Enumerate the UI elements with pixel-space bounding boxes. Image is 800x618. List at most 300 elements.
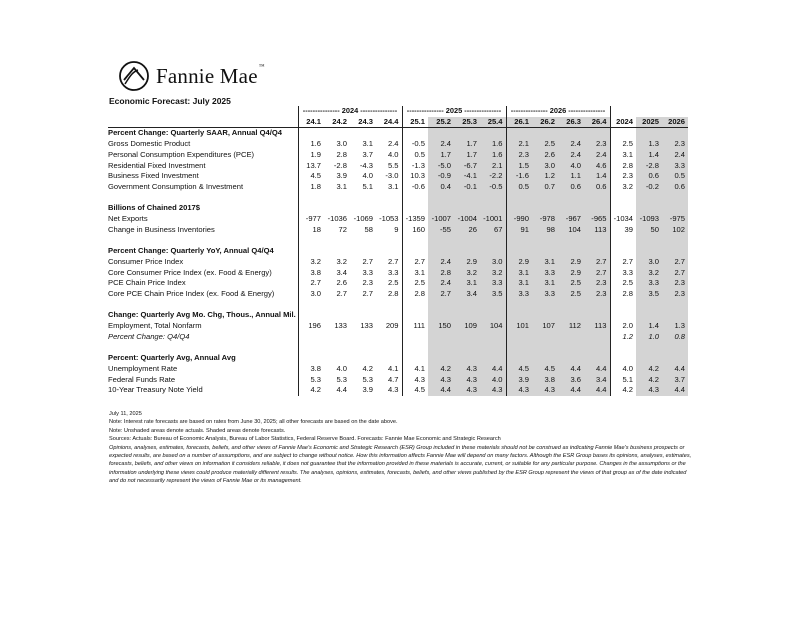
table-cell: 2.7 — [362, 288, 373, 298]
table-cell — [350, 332, 376, 343]
column-header: 2025 — [636, 117, 662, 128]
table-cell — [636, 203, 662, 214]
table-cell: -0.9 — [428, 171, 454, 182]
table-cell: 4.3 — [454, 364, 480, 375]
column-header: 26.1 — [506, 117, 532, 128]
table-cell: 1.3 — [636, 139, 662, 150]
table-cell: 4.3 — [480, 385, 506, 396]
table-cell: -1.6 — [506, 171, 532, 182]
table-cell: 2.7 — [662, 268, 688, 279]
table-cell — [350, 203, 376, 214]
table-cell — [428, 332, 454, 343]
table-cell: 4.4 — [662, 385, 688, 396]
table-cell: -4.1 — [454, 171, 480, 182]
table-cell — [636, 300, 662, 311]
table-cell — [480, 203, 506, 214]
section-row — [108, 203, 688, 214]
table-cell: 2.8 — [428, 268, 454, 279]
table-cell: 3.0 — [336, 139, 347, 149]
table-cell: 4.6 — [584, 161, 610, 172]
table-cell: 3.3 — [610, 268, 636, 279]
table-row — [108, 225, 688, 236]
table-cell: 4.3 — [636, 385, 662, 396]
table-cell — [480, 353, 506, 364]
table-cell: 133 — [334, 321, 347, 331]
spacer-row — [108, 193, 688, 204]
table-cell: 2.9 — [454, 257, 480, 268]
table-cell: 1.2 — [532, 171, 558, 182]
table-cell: 26 — [454, 225, 480, 236]
table-cell: 1.2 — [610, 332, 636, 343]
table-cell — [506, 310, 532, 321]
table-cell — [662, 235, 688, 246]
table-cell — [298, 300, 324, 311]
table-cell — [506, 300, 532, 311]
table-cell — [428, 128, 454, 139]
table-cell: 2.1 — [480, 161, 506, 172]
table-cell — [376, 193, 402, 204]
row-label — [108, 342, 298, 353]
table-cell — [506, 353, 532, 364]
column-header: 25.2 — [428, 117, 454, 128]
table-cell: 2.4 — [428, 139, 454, 150]
table-cell: 4.3 — [402, 375, 428, 386]
section-heading: Change: Quarterly Avg Mo. Chg, Thous., Annual Mil. — [108, 310, 296, 320]
table-cell: 3.3 — [662, 161, 688, 172]
table-cell: -2.8 — [333, 160, 347, 170]
table-cell: 3.1 — [532, 257, 558, 268]
table-cell — [558, 246, 584, 257]
table-cell — [324, 193, 350, 204]
table-cell: 102 — [662, 225, 688, 236]
table-cell — [610, 235, 636, 246]
table-cell — [324, 300, 350, 311]
table-cell: -1.3 — [402, 161, 428, 172]
table-cell: 3.5 — [480, 289, 506, 300]
table-cell — [298, 235, 324, 246]
table-cell — [350, 246, 376, 257]
table-cell: 98 — [532, 225, 558, 236]
table-cell: 10.3 — [402, 171, 428, 182]
table-cell: 2.5 — [558, 278, 584, 289]
column-header: 2026 — [662, 117, 688, 128]
table-cell: 4.0 — [336, 363, 347, 373]
table-cell: 3.8 — [298, 268, 324, 279]
table-cell — [324, 235, 350, 246]
table-cell — [454, 246, 480, 257]
table-cell: 4.0 — [558, 161, 584, 172]
table-cell: 2.7 — [362, 256, 373, 266]
table-cell: -967 — [558, 214, 584, 225]
table-cell: 133 — [360, 321, 373, 331]
table-cell: 3.5 — [636, 289, 662, 300]
table-cell — [506, 332, 532, 343]
column-header: 25.1 — [402, 117, 428, 128]
table-cell — [454, 193, 480, 204]
table-cell: 2.7 — [662, 257, 688, 268]
table-cell: 3.1 — [532, 278, 558, 289]
row-label: Employment, Total Nonfarm — [108, 321, 202, 331]
table-cell: 113 — [584, 225, 610, 236]
table-cell: 1.4 — [636, 321, 662, 332]
table-cell: 39 — [610, 225, 636, 236]
table-cell: 2.4 — [428, 257, 454, 268]
table-row — [108, 150, 688, 161]
table-cell: 4.4 — [584, 364, 610, 375]
table-cell — [350, 310, 376, 321]
row-label: Consumer Price Index — [108, 256, 184, 266]
row-label: Net Exports — [108, 214, 148, 224]
table-cell — [454, 300, 480, 311]
table-cell: 58 — [364, 224, 373, 234]
table-cell — [636, 235, 662, 246]
table-cell — [376, 128, 402, 139]
table-cell — [532, 310, 558, 321]
table-cell: 2.3 — [662, 278, 688, 289]
table-cell: 67 — [480, 225, 506, 236]
table-cell: 4.3 — [532, 385, 558, 396]
table-cell: 2.4 — [662, 150, 688, 161]
table-cell: 2.4 — [558, 139, 584, 150]
section-row — [108, 128, 688, 139]
table-cell: -1093 — [636, 214, 662, 225]
table-cell: 5.3 — [336, 374, 347, 384]
table-cell: 4.1 — [402, 364, 428, 375]
table-cell — [480, 193, 506, 204]
table-cell — [584, 128, 610, 139]
table-cell — [376, 310, 402, 321]
column-header: 24.1 — [298, 117, 324, 128]
table-cell: 3.0 — [636, 257, 662, 268]
table-cell: 4.0 — [480, 375, 506, 386]
table-cell: 0.5 — [402, 150, 428, 161]
table-cell: -2.2 — [480, 171, 506, 182]
table-cell: 4.1 — [387, 363, 399, 373]
table-cell — [324, 353, 350, 364]
section-heading: Percent: Quarterly Avg, Annual Avg — [108, 353, 236, 363]
row-label: Gross Domestic Product — [108, 139, 191, 149]
table-cell: 5.1 — [610, 375, 636, 386]
table-cell: 2.3 — [584, 139, 610, 150]
table-cell — [584, 353, 610, 364]
table-row — [108, 332, 688, 343]
table-cell: 3.1 — [506, 278, 532, 289]
table-cell: 4.4 — [558, 364, 584, 375]
table-cell — [610, 353, 636, 364]
table-cell — [636, 128, 662, 139]
table-cell: 3.3 — [387, 267, 399, 277]
table-cell: -1359 — [402, 214, 428, 225]
table-cell: 4.3 — [454, 385, 480, 396]
spacer-row — [108, 235, 688, 246]
table-cell — [584, 342, 610, 353]
table-cell: 3.4 — [454, 289, 480, 300]
table-cell: -1001 — [480, 214, 506, 225]
table-cell — [480, 235, 506, 246]
table-cell: 1.4 — [636, 150, 662, 161]
table-cell: 3.6 — [558, 375, 584, 386]
table-cell: 3.1 — [336, 181, 347, 191]
row-label — [108, 300, 298, 311]
table-cell: -1034 — [610, 214, 636, 225]
table-cell: 2.1 — [506, 139, 532, 150]
table-cell: -990 — [506, 214, 532, 225]
table-cell: 3.4 — [336, 267, 347, 277]
table-row — [108, 257, 688, 268]
table-cell — [610, 128, 636, 139]
table-cell: 1.8 — [298, 182, 324, 193]
table-cell: 9 — [394, 224, 399, 234]
section-heading: Percent Change: Quarterly YoY, Annual Q4/Q4 — [108, 246, 274, 256]
table-cell: 4.2 — [428, 364, 454, 375]
table-cell — [454, 128, 480, 139]
year-header-spacer — [610, 106, 688, 117]
table-cell: 3.8 — [532, 375, 558, 386]
table-cell: 4.5 — [402, 385, 428, 396]
table-cell — [428, 300, 454, 311]
table-cell — [558, 342, 584, 353]
table-cell: 1.0 — [636, 332, 662, 343]
table-cell: 1.9 — [298, 150, 324, 161]
table-cell: -1069 — [353, 214, 373, 224]
table-cell — [532, 300, 558, 311]
table-cell — [350, 353, 376, 364]
table-cell — [532, 128, 558, 139]
table-row — [108, 268, 688, 279]
row-label: Unemployment Rate — [108, 363, 178, 373]
table-cell — [324, 246, 350, 257]
table-cell: -0.1 — [454, 182, 480, 193]
table-cell: 2.4 — [584, 150, 610, 161]
section-row — [108, 310, 688, 321]
table-cell: -1036 — [327, 214, 347, 224]
column-header: 24.4 — [376, 117, 402, 128]
table-cell: 2.3 — [584, 289, 610, 300]
table-cell: 0.4 — [428, 182, 454, 193]
table-cell: -0.5 — [402, 139, 428, 150]
table-cell — [298, 193, 324, 204]
table-cell — [454, 235, 480, 246]
table-cell: 3.3 — [636, 278, 662, 289]
table-cell: 18 — [298, 225, 324, 236]
table-cell — [558, 203, 584, 214]
table-cell: 5.3 — [362, 374, 373, 384]
table-cell: 3.7 — [662, 375, 688, 386]
table-cell: 3.8 — [298, 364, 324, 375]
column-header: 26.2 — [532, 117, 558, 128]
table-cell — [480, 300, 506, 311]
table-cell: -1004 — [454, 214, 480, 225]
table-cell — [584, 300, 610, 311]
table-cell — [662, 310, 688, 321]
table-cell: -3.0 — [385, 171, 399, 181]
table-cell — [584, 235, 610, 246]
table-cell: 4.4 — [480, 364, 506, 375]
column-header: 24.2 — [324, 117, 350, 128]
table-cell: 104 — [480, 321, 506, 332]
table-cell: 2.7 — [428, 289, 454, 300]
table-cell — [584, 193, 610, 204]
table-row — [108, 364, 688, 375]
table-cell: 4.3 — [428, 375, 454, 386]
page-title: Economic Forecast: July 2025 — [109, 96, 231, 106]
table-cell: 2.7 — [584, 257, 610, 268]
table-cell: 4.0 — [387, 149, 399, 159]
table-cell — [298, 310, 324, 321]
spacer-row — [108, 300, 688, 311]
table-cell: 3.2 — [298, 257, 324, 268]
table-row — [108, 289, 688, 300]
table-cell — [532, 235, 558, 246]
table-cell: 50 — [636, 225, 662, 236]
table-cell: -977 — [298, 214, 324, 225]
table-row — [108, 375, 688, 386]
table-cell: 2.8 — [610, 289, 636, 300]
table-cell — [636, 342, 662, 353]
table-cell — [376, 353, 402, 364]
table-cell — [610, 246, 636, 257]
table-cell — [506, 342, 532, 353]
table-cell: 4.3 — [506, 385, 532, 396]
table-cell — [324, 342, 350, 353]
table-cell — [584, 203, 610, 214]
table-cell: -978 — [532, 214, 558, 225]
table-cell: 4.7 — [387, 374, 399, 384]
table-cell: 3.1 — [362, 139, 373, 149]
table-cell — [350, 193, 376, 204]
table-cell — [636, 310, 662, 321]
table-cell — [376, 246, 402, 257]
table-cell — [636, 353, 662, 364]
table-cell: 2.3 — [362, 278, 373, 288]
table-cell: 0.6 — [636, 171, 662, 182]
year-header: --------------- 2026 --------------- — [506, 106, 610, 117]
year-header: --------------- 2024 --------------- — [298, 106, 402, 117]
table-cell — [428, 203, 454, 214]
table-cell — [506, 246, 532, 257]
row-label: Change in Business Inventories — [108, 224, 215, 234]
column-header: 24.3 — [350, 117, 376, 128]
table-cell: 3.1 — [454, 278, 480, 289]
year-header-row — [108, 106, 688, 117]
table-cell: 0.6 — [662, 182, 688, 193]
table-cell: 0.6 — [584, 182, 610, 193]
table-cell — [558, 235, 584, 246]
table-cell — [402, 246, 428, 257]
table-cell — [402, 300, 428, 311]
table-cell: 3.3 — [532, 268, 558, 279]
table-cell — [454, 353, 480, 364]
table-row — [108, 321, 688, 332]
table-cell: -1053 — [379, 214, 399, 224]
table-cell: 3.0 — [532, 161, 558, 172]
table-cell: 4.2 — [610, 385, 636, 396]
table-cell — [584, 310, 610, 321]
table-cell: 0.5 — [506, 182, 532, 193]
table-cell — [532, 203, 558, 214]
table-cell: 3.0 — [298, 289, 324, 300]
table-cell: -965 — [584, 214, 610, 225]
column-header-label — [108, 117, 298, 128]
section-heading: Billions of Chained 2017$ — [108, 203, 200, 213]
table-cell: 1.4 — [584, 171, 610, 182]
table-cell: 1.3 — [662, 321, 688, 332]
table-cell — [428, 342, 454, 353]
table-cell: 3.3 — [480, 278, 506, 289]
table-cell — [480, 310, 506, 321]
table-cell: 4.2 — [362, 363, 373, 373]
table-cell: -0.6 — [402, 182, 428, 193]
table-cell: 1.7 — [428, 150, 454, 161]
row-label: Government Consumption & Investment — [108, 181, 244, 191]
table-cell: 2.5 — [610, 139, 636, 150]
table-cell — [428, 353, 454, 364]
row-label — [108, 193, 298, 204]
table-cell — [558, 353, 584, 364]
table-cell — [454, 203, 480, 214]
table-cell: 3.9 — [336, 171, 347, 181]
table-cell — [298, 246, 324, 257]
table-cell — [506, 235, 532, 246]
table-cell — [662, 128, 688, 139]
table-cell — [532, 353, 558, 364]
table-cell: 4.2 — [298, 385, 324, 396]
table-cell: 2.7 — [610, 257, 636, 268]
disclaimer-text: Opinions, analyses, estimates, forecasts, beliefs, and other views of Fannie Mae's Economic and Strategic Research (ESR) Group included in these materials should not be construed as indicating Fannie Mae's business prospects or expected results, are based on a number of assumptions, and are subject to change without notice. How this information affects Fannie Mae will depend on many factors. Although the ESR Group bases its opinions, analyses, estimates, forecasts, beliefs, and other views on information it considers reliable, it does not guarantee that the information provided in these materials is accurate, current, or suitable for any particular purpose. Changes in the assumptions or the information underlying these views could produce materially different results. The analyses, opinions, estimates, forecasts, beliefs, and other views published by the ESR Group represent the views of that group as of the date indicated and do not necessarily represent the views of Fannie Mae or its management. — [109, 444, 692, 485]
row-label: Percent Change: Q4/Q4 — [108, 331, 190, 341]
table-cell: 3.3 — [506, 289, 532, 300]
row-label: 10-Year Treasury Note Yield — [108, 385, 203, 395]
column-header: 2024 — [610, 117, 636, 128]
table-cell: 3.3 — [362, 267, 373, 277]
table-cell — [480, 128, 506, 139]
table-cell: 2.8 — [402, 289, 428, 300]
shading-note: Note: Unshaded areas denote actuals. Shaded areas denote forecasts. — [109, 427, 286, 434]
table-cell: 160 — [402, 225, 428, 236]
table-cell: 4.2 — [636, 364, 662, 375]
footnotes — [109, 410, 694, 486]
table-row — [108, 385, 688, 396]
table-cell: 2.5 — [558, 289, 584, 300]
fannie-mae-logo — [118, 60, 265, 92]
table-cell: 4.5 — [298, 171, 324, 182]
table-cell — [584, 332, 610, 343]
table-cell: 2.7 — [584, 268, 610, 279]
table-cell — [402, 128, 428, 139]
table-cell — [662, 193, 688, 204]
table-row — [108, 171, 688, 182]
table-cell: 150 — [428, 321, 454, 332]
table-cell: 72 — [338, 224, 347, 234]
column-header-row — [108, 117, 688, 128]
table-cell: -0.5 — [480, 182, 506, 193]
table-cell: 2.3 — [662, 289, 688, 300]
table-row — [108, 139, 688, 150]
table-cell: 3.1 — [387, 181, 399, 191]
table-cell: 4.5 — [532, 364, 558, 375]
table-cell — [480, 342, 506, 353]
table-cell — [376, 332, 402, 343]
table-cell: 2.4 — [428, 278, 454, 289]
table-cell: 2.3 — [662, 139, 688, 150]
table-cell: 4.4 — [558, 385, 584, 396]
table-cell: 2.7 — [298, 278, 324, 289]
table-cell: 4.3 — [454, 375, 480, 386]
table-cell: 104 — [558, 225, 584, 236]
table-cell — [558, 332, 584, 343]
table-cell: -1007 — [428, 214, 454, 225]
table-cell: 1.6 — [480, 150, 506, 161]
